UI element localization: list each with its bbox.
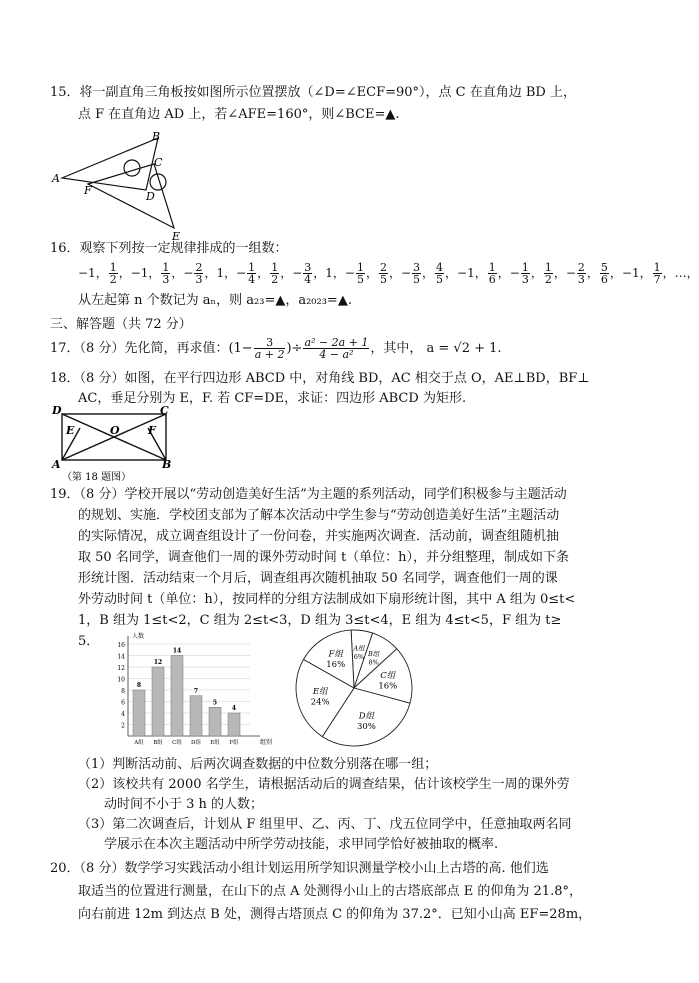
q15-label-e: E <box>172 230 181 243</box>
q16-seq-fraction <box>161 262 170 285</box>
q17-fraction-1-num: 3 <box>254 337 286 349</box>
q16-fraction-denominator: 3 <box>577 273 585 286</box>
bar-category-label: F组 <box>229 740 239 746</box>
q16-seq-fraction <box>412 262 421 285</box>
bar-chart <box>110 628 290 752</box>
bar-value-label: 14 <box>172 647 182 655</box>
q17-fraction-2 <box>303 337 369 360</box>
pie-slice-percent: 16% <box>326 659 346 670</box>
pie-slice-percent: 24% <box>310 697 330 708</box>
q15-line2: 点 F 在直角边 AD 上，若∠AFE=160°，则∠BCE=▲. <box>78 107 400 122</box>
q16-fraction-numerator: 1 <box>653 261 661 274</box>
bar-3 <box>190 696 202 736</box>
q16-fraction-denominator: 5 <box>356 273 364 286</box>
pie-slice-label: C组 <box>380 670 396 681</box>
q17-suffix: ，其中， a = √2 + 1. <box>370 341 502 356</box>
bar-value-label: 8 <box>136 682 142 689</box>
q16-fraction-denominator: 3 <box>195 273 203 286</box>
q16-fraction-numerator: 3 <box>413 261 421 274</box>
q15-label-d: D <box>146 190 155 203</box>
pie-slice-label: D组 <box>358 711 375 722</box>
q18-label-c: C <box>160 404 169 417</box>
q15-label-b: B <box>152 130 161 143</box>
q16-fraction-numerator: 1 <box>248 261 256 274</box>
bar-x-axis-label: 组别 <box>260 739 273 746</box>
q16-fraction-numerator: 3 <box>304 261 312 274</box>
q19-line-6: 外劳动时间 t（单位：h），按同样的分组方法制成如下扇形统计图，其中 A 组为 0≤t< <box>78 592 576 607</box>
q16-seq-text: ，− <box>171 266 194 280</box>
bar-4 <box>209 707 221 736</box>
q16-fraction-numerator: 1 <box>162 261 170 274</box>
bar-category-label: C组 <box>172 740 182 746</box>
q16-sequence <box>78 260 699 286</box>
q16-fraction-denominator: 7 <box>653 273 661 286</box>
q15-label-a: A <box>52 172 60 185</box>
q16-fraction-numerator: 2 <box>577 261 585 274</box>
bar-category-label: B组 <box>153 740 163 746</box>
q18-label-d: D <box>52 404 62 417</box>
q16-fraction-denominator: 3 <box>162 273 170 286</box>
q19-line-7: 1，B 组为 1≤t<2，C 组为 2≤t<3，D 组为 3≤t<4，E 组为 4≤t<5，F 组为 t≥ <box>78 613 562 628</box>
q16-seq-text: ，−1， <box>118 266 161 280</box>
q16-seq-fraction <box>653 262 662 285</box>
bar-category-label: A组 <box>134 740 144 746</box>
bar-value-label: 7 <box>193 687 199 695</box>
q18-line2: AC，垂足分别为 E，F. 若 CF=DE，求证：四边形 ABCD 为矩形. <box>78 391 467 406</box>
q20-line3: 向右前进 12m 到达点 B 处，测得古塔顶点 C 的仰角为 37.2°．已知小山高 EF=28m， <box>78 907 592 922</box>
q17-line <box>50 334 502 364</box>
q19-sub2a: （2）该校共有 2000 名学生，请根据活动后的调查结果，估计该校学生一周的课外劳 <box>78 777 570 792</box>
q16-fraction-numerator: 5 <box>600 261 608 274</box>
pie-slice-percent: 16% <box>378 681 398 692</box>
q16-fraction-denominator: 2 <box>544 273 552 286</box>
bar-y-tick-label: 14 <box>117 653 125 661</box>
q19-line-2: 的规划、实施．学校团支部为了解本次活动中学生参与“劳动创造美好生活”主题活动 <box>78 508 560 523</box>
q15-line1: 15．将一副直角三角板按如图所示位置摆放（∠D=∠ECF=90°），点 C 在直角边 BD 上， <box>50 85 576 100</box>
q16-fraction-denominator: 2 <box>109 273 117 286</box>
q18-label-f: F <box>148 424 156 437</box>
bar-value-label: 12 <box>153 659 163 666</box>
q16-seq-fraction <box>247 262 256 285</box>
q16-seq-fraction <box>379 262 388 285</box>
q16-seq-text: ，−1， <box>609 266 652 280</box>
q16-seq-text: ，− <box>553 266 576 280</box>
q17-fraction-2-num: a² − 2a + 1 <box>304 336 369 349</box>
pie-slice-label: F组 <box>328 649 343 660</box>
bar-y-tick-label: 12 <box>117 665 125 672</box>
bar-y-axis-label: 人数 <box>132 633 145 640</box>
q16-fraction-denominator: 3 <box>521 273 529 286</box>
q19-line-3: 的实际情况，成立调查组设计了一份问卷，并实施两次调查．活动前，调查组随机抽 <box>78 529 560 544</box>
bar-value-label: 5 <box>212 699 218 707</box>
bar-y-tick-label: 10 <box>117 676 125 684</box>
q16-fraction-denominator: 4 <box>304 273 312 286</box>
q18-label-o: O <box>110 424 120 437</box>
q17-mid: )÷ <box>286 341 303 356</box>
q16-seq-fraction <box>577 262 586 285</box>
q16-fraction-denominator: 4 <box>248 273 256 286</box>
q16-seq-fraction <box>303 262 312 285</box>
q20-line1: 20．（8 分）数学学习实践活动小组计划运用所学知识测量学校小山上古塔的高. 他们选 <box>50 861 549 876</box>
bar-y-tick-label: 2 <box>121 722 125 730</box>
q19-line-4: 取 50 名同学，调查他们一周的课外劳动时间 t（单位：h），并分组整理，制成如下条 <box>78 550 570 565</box>
q16-seq-fraction <box>521 262 530 285</box>
q16-seq-fraction <box>488 262 497 285</box>
q19-sub1: （1）判断活动前、后两次调查数据的中位数分别落在哪一组； <box>78 757 438 772</box>
q16-line1: 16．观察下列按一定规律排成的一组数： <box>50 241 288 256</box>
bar-5 <box>228 713 240 736</box>
bar-1 <box>152 667 164 736</box>
q16-fraction-numerator: 2 <box>195 261 203 274</box>
q16-fraction-numerator: 1 <box>356 261 364 274</box>
q19-sub2b: 动时间不小于 3 h 的人数； <box>104 797 264 812</box>
bar-value-label: 4 <box>231 705 237 712</box>
q16-seq-text: ， <box>365 266 378 280</box>
q17-fraction-1 <box>254 337 286 360</box>
pie-slice-label: B组 <box>368 649 380 658</box>
q16-fraction-numerator: 1 <box>109 261 117 274</box>
q19-sub3b: 学展示在本次主题活动中所学劳动技能，求甲同学恰好被抽取的概率. <box>104 837 499 852</box>
q16-fraction-numerator: 1 <box>544 261 552 274</box>
q18-label-e: E <box>66 424 75 437</box>
q16-seq-text: ，…， <box>662 266 699 280</box>
q16-fraction-denominator: 2 <box>271 273 279 286</box>
bar-y-tick-label: 4 <box>121 711 125 718</box>
q18-label-b: B <box>162 458 172 471</box>
q17-fraction-2-den: 4 − a² <box>319 348 354 361</box>
q15-label-c: C <box>154 156 163 169</box>
q20-line2: 取适当的位置进行测量，在山下的点 A 处测得小山上的古塔底部点 E 的仰角为 21.8°， <box>78 884 582 899</box>
q19-line-8: 5． <box>78 634 100 649</box>
q16-seq-text: ，−1， <box>445 266 487 280</box>
q16-seq-text: ，− <box>388 266 412 280</box>
q16-fraction-numerator: 1 <box>488 261 496 274</box>
bar-y-tick-label: 8 <box>121 688 125 695</box>
bar-0 <box>133 690 145 736</box>
q18-rectangle-figure <box>50 404 180 484</box>
q16-seq-fraction <box>270 262 279 285</box>
bar-category-label: E组 <box>210 740 220 746</box>
q16-seq-text: ， <box>530 266 543 280</box>
q16-seq-fraction <box>356 262 365 285</box>
bar-y-tick-label: 6 <box>121 699 125 707</box>
pie-slice-label: A组 <box>353 644 365 653</box>
q16-seq-fraction <box>435 262 444 285</box>
q16-seq-fraction <box>109 262 118 285</box>
bar-2 <box>171 656 183 737</box>
q16-fraction-denominator: 5 <box>436 273 444 286</box>
q16-seq-text: ，1，− <box>313 266 355 280</box>
q16-seq-text: ，1，− <box>204 266 247 280</box>
section-heading: 三、解答题（共 72 分） <box>50 317 192 332</box>
q16-fraction-numerator: 1 <box>521 261 529 274</box>
q18-label-a: A <box>52 458 61 471</box>
q19-line-1: 19．（8 分）学校开展以“劳动创造美好生活”为主题的系列活动，同学们积极参与主题活动 <box>50 487 567 502</box>
q18-line1: 18．（8 分）如图，在平行四边形 ABCD 中，对角线 BD，AC 相交于点 O，AE⊥BD，BF⊥ <box>50 371 590 386</box>
q16-line3: 从左起第 n 个数记为 aₙ，则 a₂₃=▲，a₂₀₂₃=▲. <box>78 293 352 308</box>
q16-fraction-denominator: 6 <box>488 273 496 286</box>
q17-prefix: 17．（8 分）先化简，再求值：(1− <box>50 341 253 356</box>
q19-line-5: 形统计图．活动结束一个月后，调查组再次随机抽取 50 名同学，调查他们一周的课 <box>78 571 558 586</box>
q16-seq-text: ， <box>422 266 435 280</box>
pie-slice-percent: 8% <box>368 658 379 667</box>
q16-seq-text: −1， <box>78 266 108 280</box>
q16-seq-text: ， <box>586 266 599 280</box>
q16-seq-fraction <box>194 262 203 285</box>
pie-slice-label: E组 <box>312 687 328 698</box>
q16-seq-text: ， <box>257 266 270 280</box>
pie-chart <box>294 628 414 748</box>
q15-label-f: F <box>84 184 92 197</box>
q16-seq-fraction <box>544 262 553 285</box>
bar-category-label: D组 <box>191 740 201 746</box>
q16-fraction-numerator: 1 <box>271 261 279 274</box>
q16-seq-fraction <box>600 262 609 285</box>
pie-slice-percent: 6% <box>353 652 365 661</box>
q19-sub3a: （3）第二次调查后，计划从 F 组里甲、乙、丙、丁、戊五位同学中，任意抽取两名同 <box>78 817 572 832</box>
bar-y-tick-label: 16 <box>117 642 125 649</box>
q16-seq-text: ，− <box>280 266 303 280</box>
q16-fraction-denominator: 5 <box>379 273 387 286</box>
q16-fraction-numerator: 2 <box>379 261 387 274</box>
q16-seq-text: ，− <box>497 266 520 280</box>
pie-slice-percent: 30% <box>356 722 376 733</box>
q16-fraction-denominator: 5 <box>413 273 421 286</box>
q16-fraction-numerator: 4 <box>436 261 444 274</box>
q18-caption: （第 18 题图） <box>62 472 132 483</box>
q17-fraction-1-den: a + 2 <box>254 348 285 361</box>
q15-triangle-figure <box>50 128 190 243</box>
q16-fraction-denominator: 6 <box>600 273 608 286</box>
